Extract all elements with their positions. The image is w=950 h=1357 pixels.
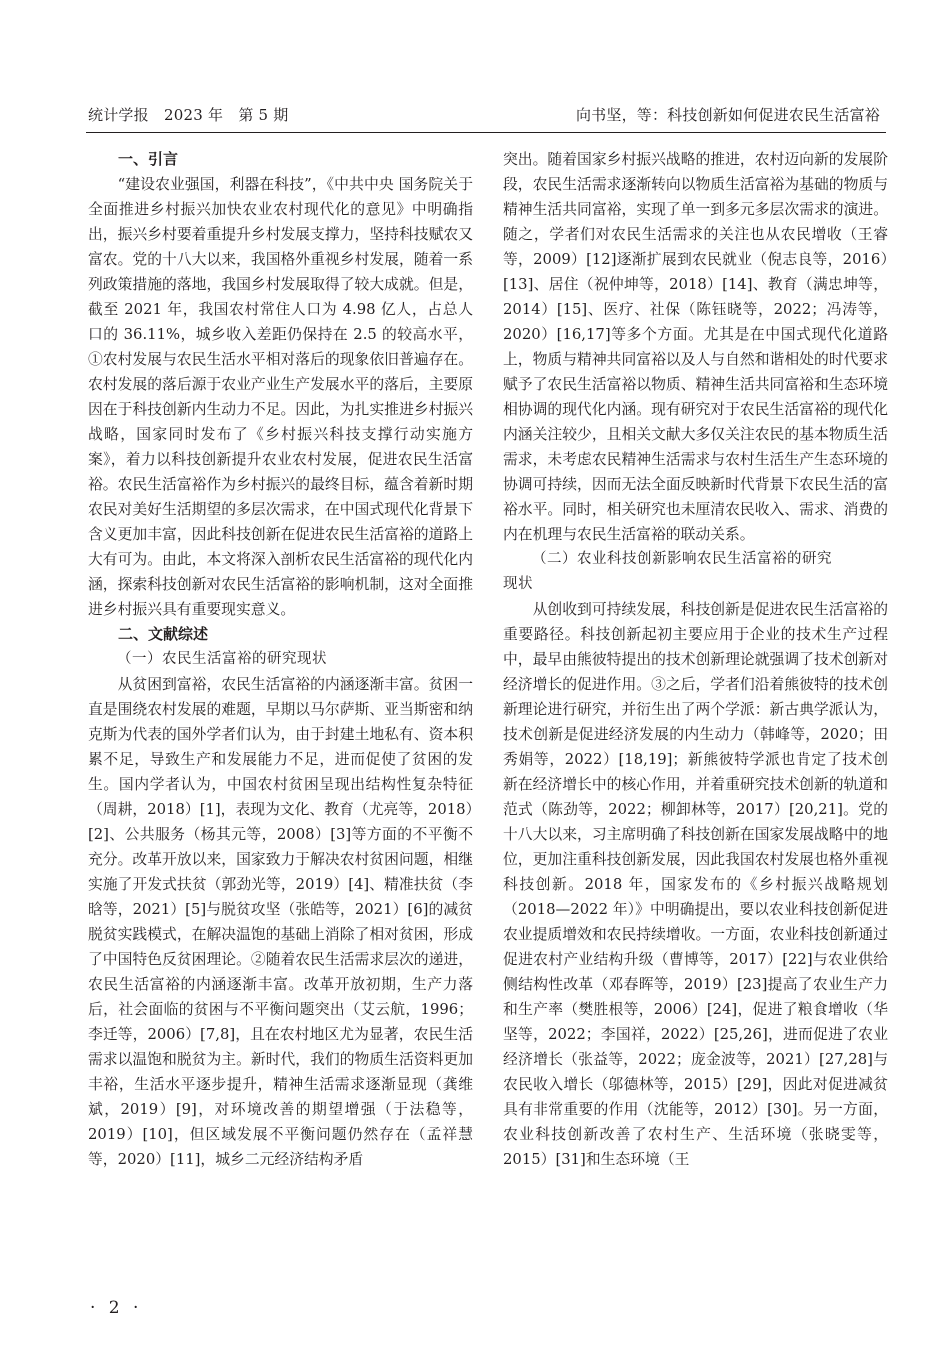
paragraph: “建设农业强国，利器在科技”，《中共中央 国务院关于全面推进乡村振兴加快农业农村现代化的意见》中明确指出，振兴乡村要着重提升乡村发展支撑力，坚持科技赋农又富农。党的十八大以来，我国格外重视乡村发展，随着一系列政策措施的落地，我国乡村发展取得了较大成就。但是，截至 2021 年，我国农村常住人口为 4.98 亿人，占总人口的 36.11%，城乡收入差距仍保持在 2.5 的较高水平，①农村发展与农民生活水平相对落后的现象依旧普遍存在。农村发展的落后源于农业产业生产发展水平的落后，主要原因在于科技创新内生动力不足。因此，为扎实推进乡村振兴战略，国家同时发布了《乡村振兴科技支撑行动实施方案》，着力以科技创新提升农业农村发展，促进农民生活富裕。农民生活富裕作为乡村振兴的最终目标，蕴含着新时期农民对美好生活期望的多层次需求，在中国式现代化背景下含义更加丰富，因此科技创新在促进农民生活富裕的道路上大有可为。由此，本文将深入剖析农民生活富裕的现代化内涵，探索科技创新对农民生活富裕的影响机制，这对全面推进乡村振兴具有重要现实意义。 — [88, 176, 473, 618]
section-heading-introduction: 一、引言 — [118, 150, 179, 168]
header-divider — [86, 132, 886, 133]
right-column — [503, 147, 888, 1172]
subsection-heading: （一）农民生活富裕的研究现状 — [117, 651, 327, 667]
subsection-heading-continuation: 现状 — [503, 576, 533, 592]
paragraph: 从创收到可持续发展，科技创新是促进农民生活富裕的重要路径。科技创新起初主要应用于企业的技术生产过程中，最早由熊彼特提出的技术创新理论就强调了技术创新对经济增长的促进作用。③之后，学者们沿着熊彼特的技术创新理论进行研究，并衍生出了两个学派：新古典学派认为，技术创新是促进经济发展的内生动力（韩峰等，2020；田秀娟等，2022）[18,19]；新熊彼特学派也肯定了技术创新在经济增长中的核心作用，并着重研究技术创新的轨道和范式（陈劲等，2022；柳卸林等，2017）[20,21]。党的十八大以来，习主席明确了科技创新在国家发展战略中的地位，更加注重科技创新发展，因此我国农村发展也格外重视科技创新。2018 年，国家发布的《乡村振兴战略规划（2018—2022 年）》中明确提出，要以农业科技创新促进农业提质增效和农民持续增收。一方面，农业科技创新通过促进农村产业结构升级（曹博等，2017）[22]与农业供给侧结构性改革（邓春晖等，2019）[23]提高了农业生产力和生产率（樊胜根等，2006）[24]，促进了粮食增收（华坚等，2022；李国祥，2022）[25,26]，进而促进了农业经济增长（张益等，2022；庞金波等，2021）[27,28]与农民收入增长（邬德林等，2015）[29]，因此对促进减贫具有非常重要的作用（沈能等，2012）[30]。另一方面，农业科技创新改善了农村生产、生活环境（张晓雯等，2015）[31]和生态环境（王 — [503, 601, 888, 1168]
subsection-heading: （二）农业科技创新影响农民生活富裕的研究 — [532, 551, 832, 567]
paragraph: 从贫困到富裕，农民生活富裕的内涵逐渐丰富。贫困一直是围绕农村发展的难题，早期以马尔萨斯、亚当斯密和纳克斯为代表的国外学者们认为，由于封建土地私有、资本积累不足，导致生产和发展能力不足，进而促使了贫困的发生。国内学者认为，中国农村贫困呈现出结构性复杂特征（周耕，2018）[1]，表现为文化、教育（尤亮等，2018）[2]、公共服务（杨其元等，2008）[3]等方面的不平衡不充分。改革开放以来，国家致力于解决农村贫困问题，相继实施了开发式扶贫（郭劲光等，2019）[4]、精准扶贫（李晗等，2021）[5]与脱贫攻坚（张皓等，2021）[6]的减贫脱贫实践模式，在解决温饱的基础上消除了相对贫困，形成了中国特色反贫困理论。②随着农民生活需求层次的递进，农民生活富裕的内涵逐渐丰富。改革开放初期，生产力落后，社会面临的贫困与不平衡问题突出（艾云航，1996；李迁等，2006）[7,8]，且在农村地区尤为显著，农民生活需求以温饱和脱贫为主。新时代，我们的物质生活资料更加丰裕，生活水平逐步提升，精神生活需求逐渐显现（龚维斌，2019）[9]，对环境改善的期望增强（于法稳等，2019）[10]，但区域发展不平衡问题仍然存在（孟祥慧等，2020）[11]，城乡二元经济结构矛盾 — [88, 676, 473, 1168]
journal-header: 统计学报 2023 年 第 5 期 — [88, 106, 289, 124]
section-heading-literature-review: 二、文献综述 — [118, 625, 209, 643]
running-title: 向书坚，等：科技创新如何促进农民生活富裕 — [575, 106, 880, 124]
left-column — [88, 147, 473, 1172]
paragraph: 突出。随着国家乡村振兴战略的推进，农村迈向新的发展阶段，农民生活需求逐渐转向以物质生活富裕为基础的物质与精神生活共同富裕，实现了单一到多元多层次需求的演进。随之，学者们对农民生活需求的关注也从农民增收（王睿等，2009）[12]逐渐扩展到农民就业（倪志良等，2016）[13]、居住（祝仲坤等，2018）[14]、教育（满忠坤等，2014）[15]、医疗、社保（陈钰晓等，2022；冯涛等，2020）[16,17]等多个方面。尤其是在中国式现代化道路上，物质与精神共同富裕以及人与自然和谐相处的时代要求赋予了农民生活富裕以物质、精神生活共同富裕和生态环境相协调的现代化内涵。现有研究对于农民生活富裕的现代化内涵关注较少，且相关文献大多仅关注农民的基本物质生活需求，未考虑农民精神生活需求与农村生活生产生态环境的协调可持续，因而无法全面反映新时代背景下农民生活的富裕水平。同时，相关研究也未厘清农民收入、需求、消费的内在机理与农民生活富裕的联动关系。 — [503, 151, 888, 543]
page-number: · 2 · — [90, 1298, 143, 1318]
